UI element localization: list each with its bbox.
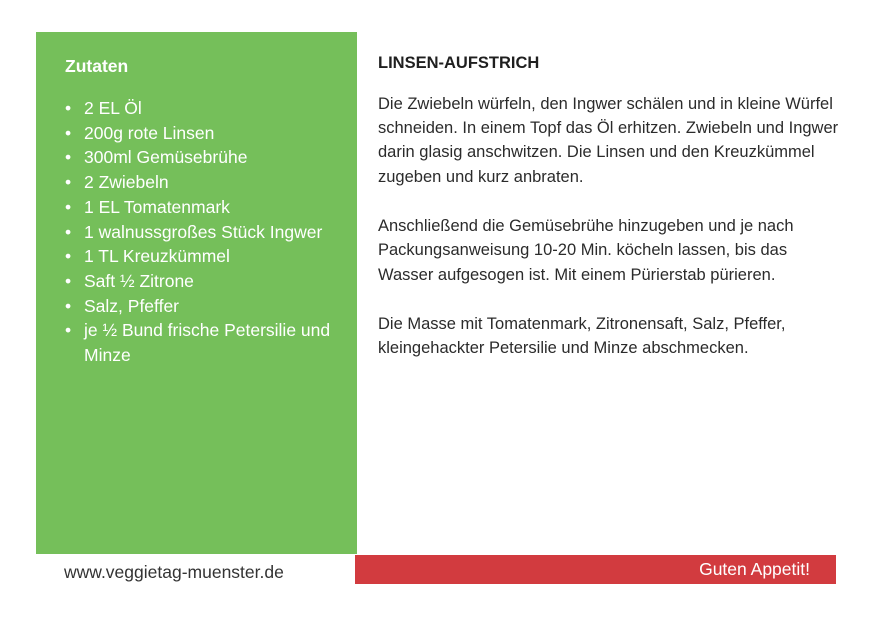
ingredient-item xyxy=(65,145,347,170)
ingredients-list xyxy=(65,96,347,368)
ingredients-panel xyxy=(36,32,357,554)
ingredient-item xyxy=(65,96,347,121)
footer-website: www.veggietag-muenster.de xyxy=(64,562,284,582)
ingredient-text: 1 TL Kreuzkümmel xyxy=(84,246,230,267)
bullet-icon: • xyxy=(65,147,72,168)
ingredient-item xyxy=(65,294,347,319)
bullet-icon: • xyxy=(65,122,72,143)
ingredient-item xyxy=(65,195,347,220)
ingredient-text: je ½ Bund frische Petersilie und Minze xyxy=(84,320,331,366)
recipe-step-paragraph: Anschließend die Gemüsebrühe hinzugeben und je nach Packungsanweisung 10-20 Min. köcheln lassen, bis das Wasser aufgesogen ist. Mit einem Pürierstab pürieren. xyxy=(378,216,794,284)
ingredient-text: 2 Zwiebeln xyxy=(84,172,169,193)
bullet-icon: • xyxy=(65,221,72,242)
bullet-icon: • xyxy=(65,295,72,316)
recipe-step-paragraph: Die Zwiebeln würfeln, den Ingwer schälen und in kleine Würfel schneiden. In einem Topf das Öl erhitzen. Zwiebeln und Ingwer darin glasig anschwitzen. Die Linsen und den Kreuzkümmel zugeben und kurz anbraten. xyxy=(378,94,839,186)
ingredient-item xyxy=(65,244,347,269)
bullet-icon: • xyxy=(65,320,72,341)
ingredient-item xyxy=(65,269,347,294)
bullet-icon: • xyxy=(65,98,72,118)
ingredient-item xyxy=(65,121,347,146)
ingredient-text: 300ml Gemüsebrühe xyxy=(84,147,248,168)
ingredient-text: Salz, Pfeffer xyxy=(84,295,180,316)
ingredient-text: 200g rote Linsen xyxy=(84,122,215,143)
recipe-section xyxy=(378,54,844,385)
ingredients-title: Zutaten xyxy=(65,56,129,76)
ingredient-item xyxy=(65,318,347,367)
ingredient-text: Saft ½ Zitrone xyxy=(84,270,194,291)
recipe-title: LINSEN-AUFSTRICH xyxy=(378,54,540,72)
ingredient-item xyxy=(65,170,347,195)
bullet-icon: • xyxy=(65,246,72,267)
footer-closing-bar xyxy=(355,555,836,584)
bullet-icon: • xyxy=(65,172,72,193)
ingredient-item xyxy=(65,220,347,245)
bullet-icon: • xyxy=(65,196,72,217)
ingredient-text: 2 EL Öl xyxy=(84,98,142,118)
ingredient-text: 1 walnussgroßes Stück Ingwer xyxy=(84,221,323,242)
closing-text: Guten Appetit! xyxy=(699,559,810,579)
ingredient-text: 1 EL Tomatenmark xyxy=(84,196,230,217)
bullet-icon: • xyxy=(65,270,72,291)
recipe-step-paragraph: Die Masse mit Tomatenmark, Zitronensaft, Salz, Pfeffer, kleingehackter Petersilie und Minze abschmecken. xyxy=(378,314,786,358)
